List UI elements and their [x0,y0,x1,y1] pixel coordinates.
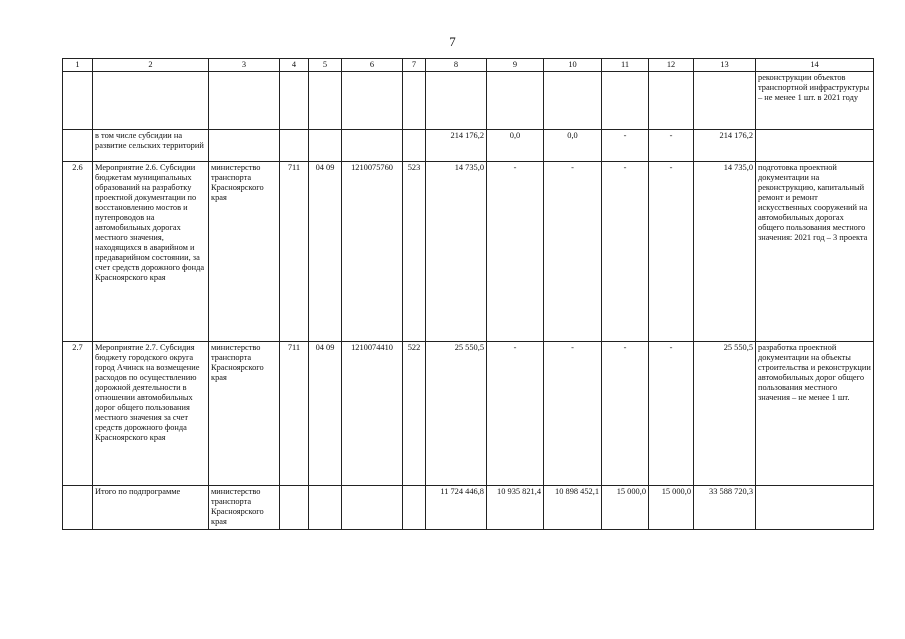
responsible-cell: министерство транспорта Красноярского края [209,342,280,486]
amount-cell: - [602,130,649,162]
amount-cell: 11 724 446,8 [426,486,487,530]
amount-cell: - [649,130,694,162]
column-header: 9 [487,59,544,72]
code-cell: 1210074410 [342,342,403,486]
amount-cell: 10 898 452,1 [544,486,602,530]
header-row [63,59,874,72]
amount-cell: 0,0 [487,130,544,162]
column-header: 13 [694,59,756,72]
amount-cell: - [544,342,602,486]
column-header: 14 [756,59,874,72]
column-header: 12 [649,59,694,72]
amount-cell: 33 588 720,3 [694,486,756,530]
column-header: 3 [209,59,280,72]
table-row-continuation [63,72,874,130]
table-row-2-6 [63,162,874,342]
column-header: 4 [280,59,309,72]
amount-cell: - [602,162,649,342]
table-row-total [63,486,874,530]
amount-cell: - [602,342,649,486]
page-number: 7 [449,34,456,49]
column-header: 7 [403,59,426,72]
column-header: 1 [63,59,93,72]
result-cell: разработка проектной документации на объекты строительства и реконструкции автомобильных дорог общего пользования местного значения – не менее 1 шт. [756,342,874,486]
code-cell: 711 [280,162,309,342]
column-header: 11 [602,59,649,72]
column-header: 6 [342,59,403,72]
item-description: Мероприятие 2.7. Субсидия бюджету городского округа город Ачинск на возмещение расходов по осуществлению дорожной деятельности в отношении автомобильных дорог общего пользования местного значения за счет средств дорожного фонда Красноярского края [93,342,209,486]
amount-cell: 214 176,2 [694,130,756,162]
amount-cell: - [544,162,602,342]
amount-cell: 0,0 [544,130,602,162]
column-header: 2 [93,59,209,72]
code-cell: 04 09 [309,162,342,342]
amount-cell: - [649,162,694,342]
table-row-2-7 [63,342,874,486]
amount-cell: - [487,342,544,486]
item-description: Мероприятие 2.6. Субсидии бюджетам муниципальных образований на разработку проектной документации по восстановлению мостов и путепроводов на автомобильных дорогах местного значения, находящихся в аварийном и предаварийном состоянии, за счет средств дорожного фонда Красноярского края [93,162,209,342]
code-cell: 04 09 [309,342,342,486]
column-header: 10 [544,59,602,72]
amount-cell: 25 550,5 [426,342,487,486]
amount-cell: - [487,162,544,342]
column-header: 8 [426,59,487,72]
result-cell: реконструкции объектов транспортной инфраструктуры – не менее 1 шт. в 2021 году [756,72,874,130]
amount-cell: 14 735,0 [426,162,487,342]
code-cell: 1210075760 [342,162,403,342]
item-number: 2.7 [63,342,93,486]
amount-cell: 15 000,0 [649,486,694,530]
result-cell: подготовка проектной документации на реконструкцию, капитальный ремонт и ремонт искусственных сооружений на автомобильных дорогах общего пользования местного значения: 2021 год – 3 проекта [756,162,874,342]
amount-cell: 10 935 821,4 [487,486,544,530]
total-label: Итого по подпрограмме [93,486,209,530]
amount-cell: 25 550,5 [694,342,756,486]
responsible-cell: министерство транспорта Красноярского края [209,486,280,530]
item-number: 2.6 [63,162,93,342]
amount-cell: 214 176,2 [426,130,487,162]
column-header: 5 [309,59,342,72]
code-cell: 711 [280,342,309,486]
code-cell: 523 [403,162,426,342]
code-cell: 522 [403,342,426,486]
item-description: в том числе субсидии на развитие сельских территорий [93,130,209,162]
amount-cell: - [649,342,694,486]
program-table [62,58,874,530]
responsible-cell: министерство транспорта Красноярского края [209,162,280,342]
amount-cell: 15 000,0 [602,486,649,530]
amount-cell: 14 735,0 [694,162,756,342]
table-row-subsidy [63,130,874,162]
